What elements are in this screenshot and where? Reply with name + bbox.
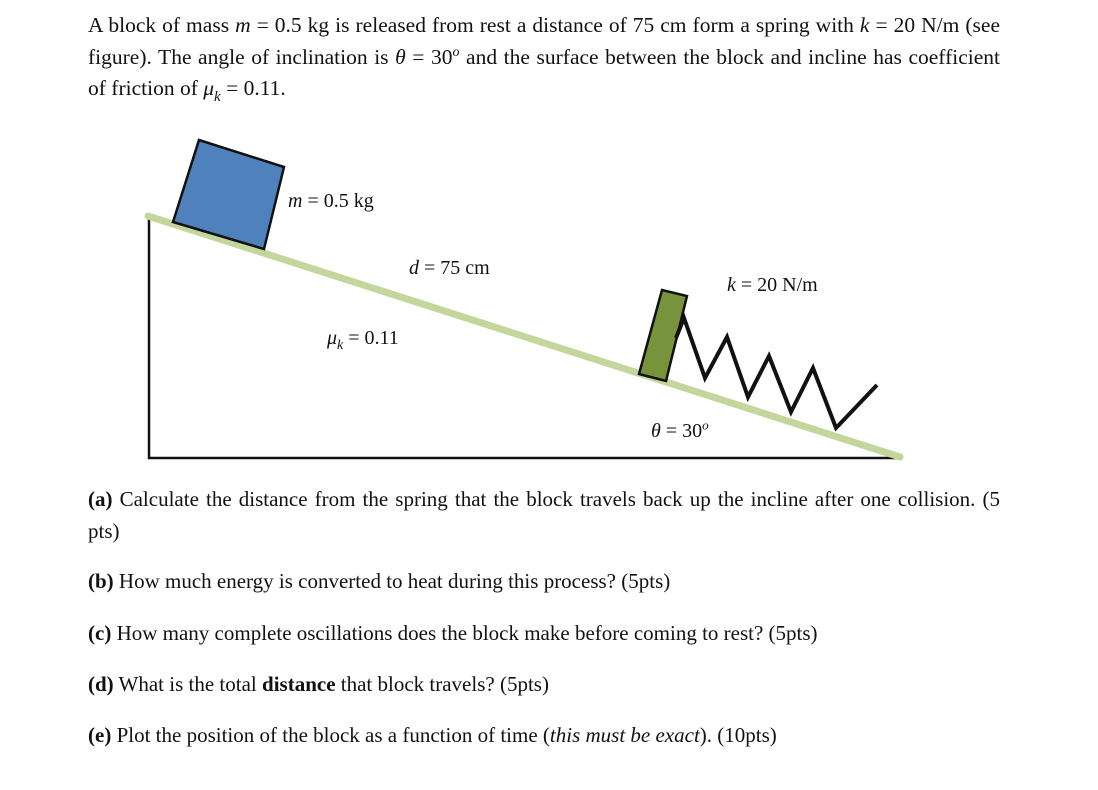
angle-label-superscript: o (702, 417, 709, 433)
intro-text: = 30 (405, 44, 453, 69)
question-e-emphasis: this must be exact (549, 723, 700, 747)
question-e-text: Plot the position of the block as a function of time ( (111, 723, 550, 747)
spring-constant-label-value: = 20 N/m (735, 274, 818, 296)
incline-surface (148, 216, 900, 457)
degree-superscript: o (452, 44, 460, 60)
friction-label-value: = 0.11 (343, 327, 399, 349)
question-d-emphasis: distance (262, 672, 336, 696)
question-b (88, 566, 1000, 598)
angle-label-value: = 30 (660, 420, 703, 442)
angle-variable: θ (395, 44, 406, 69)
spring-constant-label (727, 274, 818, 297)
friction-subscript: k (214, 89, 221, 105)
intro-text: A block of mass (88, 13, 236, 37)
intro-text: = 0.11. (220, 76, 286, 100)
mass-label (288, 190, 374, 213)
angle-label (651, 417, 709, 443)
spring-constant-variable: k (859, 13, 870, 37)
question-e-label: (e) (88, 723, 112, 747)
question-a (88, 484, 1000, 547)
mass-label-value: = 0.5 kg (302, 190, 374, 212)
spring (676, 318, 877, 428)
question-c-label: (c) (88, 621, 112, 645)
friction-label-variable: μ (327, 327, 338, 349)
distance-label-value: = 75 cm (419, 257, 490, 279)
intro-text: = 20 N/m (see figure). The angle of inclination is (88, 13, 1000, 69)
question-a-label: (a) (88, 487, 113, 511)
intro-text: = 0.5 kg is released from rest a distance of 75 cm form a spring with (250, 13, 860, 37)
question-d-text: What is the total (113, 672, 263, 696)
distance-label (409, 257, 490, 280)
question-d-label: (d) (88, 672, 114, 696)
distance-label-variable: d (409, 257, 419, 279)
question-c-text: How many complete oscillations does the block make before coming to rest? (5pts) (111, 621, 818, 645)
question-e (88, 720, 1000, 752)
question-a-text: Calculate the distance from the spring that the block travels back up the incline after one collision. (5 pts) (88, 487, 1000, 543)
spring-constant-label-variable: k (727, 274, 736, 296)
friction-label (327, 327, 399, 353)
friction-variable: μ (203, 76, 215, 100)
mass-variable: m (235, 13, 251, 37)
question-d (88, 669, 1000, 701)
angle-label-variable: θ (651, 420, 661, 442)
question-e-text: ). (10pts) (699, 723, 777, 747)
question-b-text: How much energy is converted to heat during this process? (5pts) (113, 569, 671, 593)
mass-label-variable: m (288, 190, 303, 212)
question-c (88, 618, 1000, 650)
intro-text: and the surface between the block and incline has coefficient of friction of (88, 44, 1000, 100)
question-d-text: that block travels? (5pts) (335, 672, 549, 696)
question-b-label: (b) (88, 569, 114, 593)
friction-label-subscript: k (337, 338, 344, 353)
spring-plate (639, 290, 687, 381)
